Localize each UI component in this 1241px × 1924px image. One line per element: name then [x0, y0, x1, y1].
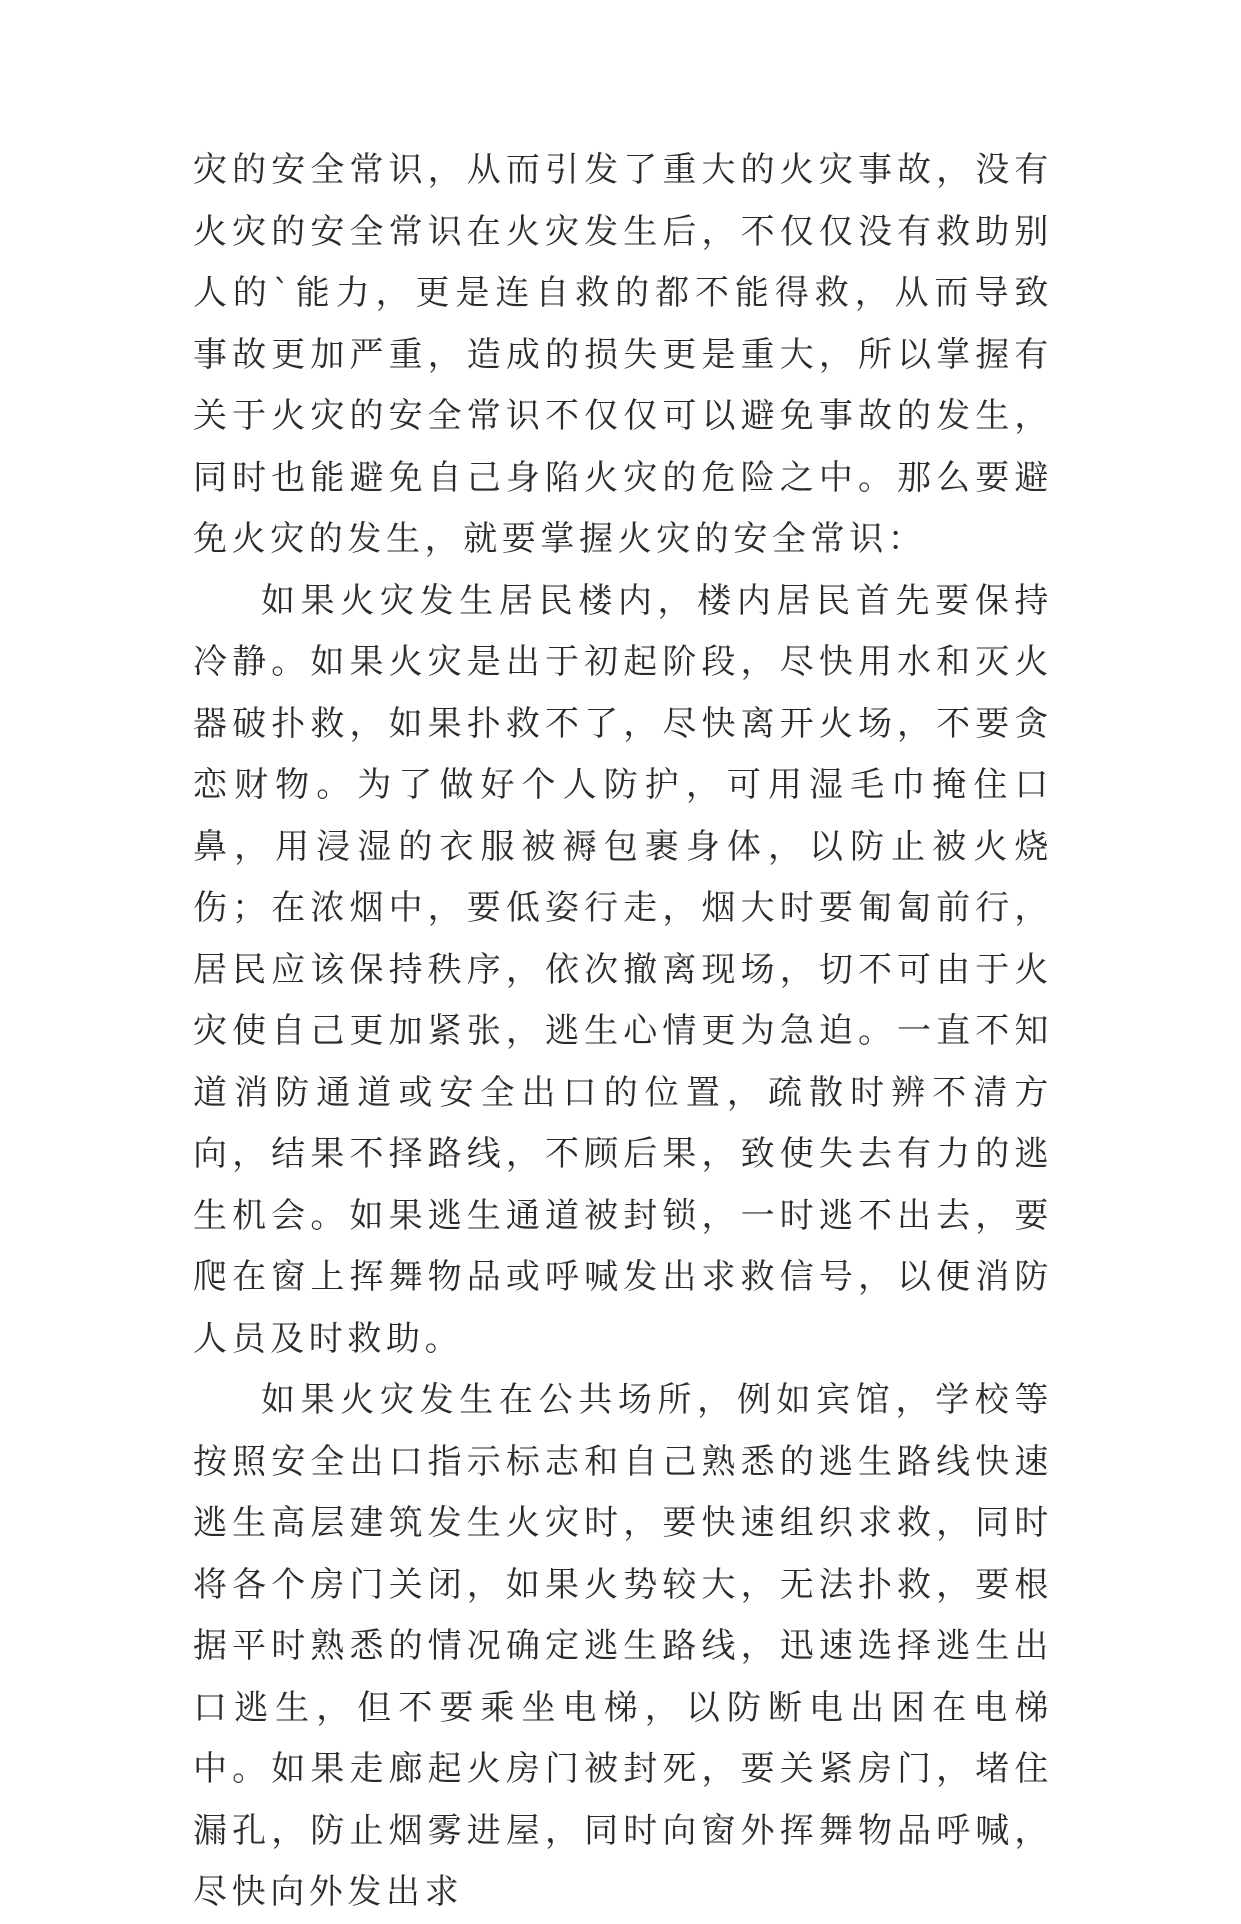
- paragraph-public-place-fire: 如果火灾发生在公共场所，例如宾馆，学校等按照安全出口指示标志和自己熟悉的逃生路线快速逃生高层建筑发生火灾时，要快速组织求救，同时将各个房门关闭，如果火势较大，无法扑救，要根据平时熟悉的情况确定逃生路线，迅速选择逃生出口逃生，但不要乘坐电梯，以防断电出困在电梯中。如果走廊起火房门被封死，要关紧房门，堵住漏孔，防止烟雾进屋，同时向窗外挥舞物品呼喊，尽快向外发出求: [193, 1380, 1053, 1912]
- document-page: [193, 140, 1053, 1924]
- paragraph-residential-fire: 如果火灾发生居民楼内，楼内居民首先要保持冷静。如果火灾是出于初起阶段，尽快用水和灭火器破扑救，如果扑救不了，尽快离开火场，不要贪恋财物。为了做好个人防护，可用湿毛巾掩住口鼻，用浸湿的衣服被褥包裹身体，以防止被火烧伤；在浓烟中，要低姿行走，烟大时要匍匐前行，居民应该保持秩序，依次撤离现场，切不可由于火灾使自己更加紧张，逃生心情更为急迫。一直不知道消防通道或安全出口的位置，疏散时辨不清方向，结果不择路线，不顾后果，致使失去有力的逃生机会。如果逃生通道被封锁，一时逃不出去，要爬在窗上挥舞物品或呼喊发出求救信号，以便消防人员及时救助。: [193, 580, 1053, 1359]
- paragraph-fire-safety-intro: 灾的安全常识，从而引发了重大的火灾事故，没有火灾的安全常识在火灾发生后，不仅仅没有救助别人的`能力，更是连自救的都不能得救，从而导致事故更加严重，造成的损失更是重大，所以掌握有关于火灾的安全常识不仅仅可以避免事故的发生，同时也能避免自己身陷火灾的危险之中。那么要避免火灾的发生，就要掌握火灾的安全常识：: [193, 150, 1053, 559]
